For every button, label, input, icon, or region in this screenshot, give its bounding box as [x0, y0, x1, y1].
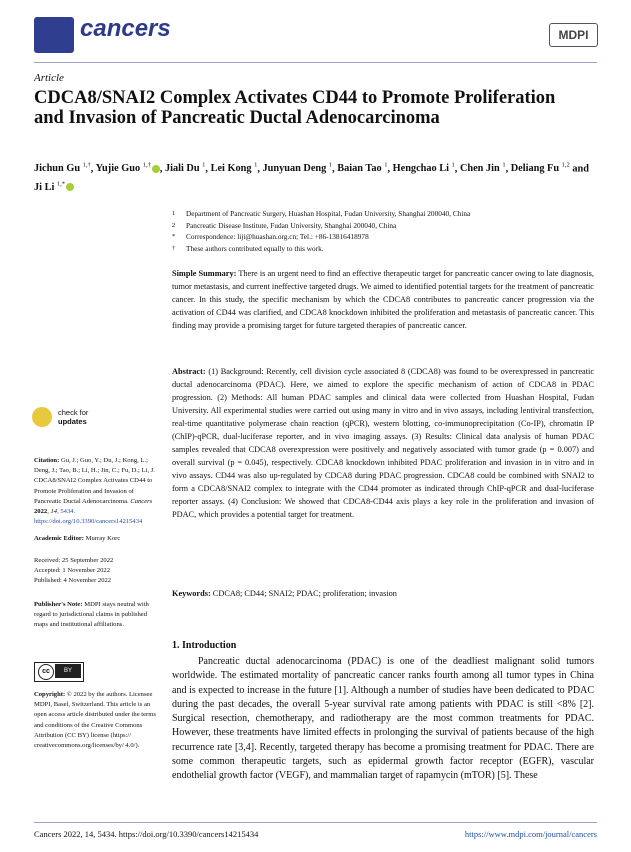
academic-editor: Academic Editor: Murray Korc: [34, 535, 121, 542]
dates: [34, 556, 160, 587]
affiliation-1: 1 Department of Pancreatic Surgery, Huashan Hospital, Fudan University, Shanghai 200040, China: [172, 209, 471, 218]
author-list: Jichun Gu $^{1,\dagger}$, Yujie Guo $^{1,\dagger}$ , Jiali Du $^1$, Lei Kong $^1$, Junyuan Deng $^1$, Baian Tao $^1$, Hengchao Li $^1$, Chen Jin $^1$, Deliang Fu $^{1,2}$ and Ji Li $^{1,*}$: [34, 162, 589, 193]
journal-name: cancers: [80, 15, 171, 42]
author-name: Hengchao Li $^1$: [392, 162, 455, 175]
author-name: Yujie Guo $^{1,\dagger}$: [96, 163, 160, 174]
author-name: Deliang Fu $^{1,2}$: [510, 162, 570, 175]
check-for-updates-button[interactable]: check for updates: [32, 407, 88, 427]
keywords: Keywords: CDCA8; CD44; SNAI2; PDAC; proliferation; invasion: [172, 589, 397, 598]
correspondence: * Correspondence: liji@huashan.org.cn; Tel.: +86-13816418978: [172, 232, 369, 241]
orcid-icon[interactable]: [66, 183, 74, 191]
footer-citation: Cancers 2022, 14, 5434. https://doi.org/10.3390/cancers14215434: [34, 829, 259, 839]
author-name: Ji Li $^{1,*}$: [34, 182, 74, 193]
check-updates-icon: [32, 407, 52, 427]
affiliations: [172, 208, 592, 254]
received-date: Received: 25 September 2022: [34, 557, 114, 564]
creative-commons-icon: cc: [38, 664, 54, 680]
author-name: Jiali Du $^1$: [164, 162, 206, 175]
journal-url-link[interactable]: https://www.mdpi.com/journal/cancers: [464, 829, 597, 839]
journal-logo-icon: [34, 17, 74, 53]
publisher-logo: MDPI: [549, 23, 598, 47]
citation-doi-link[interactable]: , 5434. https://doi.org/10.3390/cancers14215434: [34, 508, 143, 526]
simple-summary: Simple Summary: There is an urgent need to find an effective therapeutic target for pancreatic cancer owing to late diagnosis, tumor metastasis, and current ineffective targeted drugs. We aimed to identified potential targets for the treatment of pancreatic cancer. In this study, the specific mechanism by which the CDCA8 contributes to pancreatic cancer progression via the activation of CD44 was clarified, and CDCA8 knockdown inhibited the proliferation and metastasis of pancreatic cancer. This finding may provide a promising target for future targeted therapies of pancreatic cancer.: [172, 269, 594, 330]
author-name: Lei Kong $^1$: [210, 162, 258, 175]
paper-title: CDCA8/SNAI2 Complex Activates CD44 to Promote Proliferation and Invasion of Pancreatic Ductal Adenocarcinoma: [34, 88, 556, 128]
cc-by-license-badge[interactable]: [34, 662, 84, 682]
published-date: Published: 4 November 2022: [34, 577, 112, 585]
introduction-text: Pancreatic ductal adenocarcinoma (PDAC) is one of the deadliest malignant solid tumors worldwide. The estimated mortality of pancreatic cancer ranks fourth among all tumor types in China and is expected to increase in the future [1]. Although a number of studies have been dedicated to PDAC during the past decades, the overall 5-year survival rate among patients with PDAC is still <8% [2]. Surgical resection, chemotherapy, and radiotherapy are the most common treatments for PDAC. However, these treatments have limited effects in prolonging the survival of patients because of the high recurrence rate [3,4]. Recently, targeted therapy has become a promising treatment for PDAC. There are some common therapeutic targets, such as epidermal growth factor receptor (EGFR), vascular endothelial growth factor (VEGF), and mammalian target of rapamycin (mTOR) [5]. These: [172, 656, 594, 782]
publisher-note: Publisher's Note: MDPI stays neutral with regard to jurisdictional claims in published maps and institutional affiliations.: [34, 601, 149, 629]
attribution-icon: BY: [55, 664, 81, 678]
article-type: Article: [34, 72, 64, 84]
abstract: Abstract: (1) Background: Recently, cell division cycle associated 8 (CDCA8) was found to be overexpressed in pancreatic ductal adenocarcinoma (PDAC). Here, we aimed to explore the specific mechanism of action of CDCA8 in PDAC progression. (2) Methods: All human PDAC samples and clinical data were collected from Huashan Hospital, Fudan University. All experimental studies were carried out using many in vitro and in vivo assays, including lentiviral transfection, real-time quantitative polymerase chain reaction (qPCR), western blotting, co-immunoprecipitation (Co-IP), chromatin IP (ChIP)-qPCR, dual-luciferase reporter, and in vivo imaging assays. (3) Results: Clinical data analysis of human PDAC samples revealed that CDCA8 overexpression were positively and negatively associated with tumor grade (p = 0.007) and overall survival (p = 0.045), respectively. CDCA8 knockdown inhibited PDAC proliferation and invasion in in vitro and in vivo assays. CD44 was also up-regulated by CDCA8 during PDAC progression. CDCA8 could be combined with SNAI2 to form a CDCA8/SNAI2 complex to integrate with the CD44 promoter as indicated through ChIP-qPCR and dual-luciferase reporter assays. (4) Conclusion: We showed that CDCA8-CD44 axis plays a key role in the proliferation and invasion of PDAC, which provides a potential target for treatment.: [172, 367, 595, 519]
section-heading-introduction: 1. Introduction: [172, 640, 237, 651]
author-name: Junyuan Deng $^1$: [262, 162, 333, 175]
accepted-date: Accepted: 1 November 2022: [34, 567, 110, 575]
affiliation-2: 2 Pancreatic Disease Institute, Fudan University, Shanghai 200040, China: [172, 220, 397, 230]
equal-contribution-note: † These authors contributed equally to this work.: [172, 243, 324, 253]
copyright: Copyright: © 2022 by the authors. Licensee MDPI, Basel, Switzerland. This article is an open access article distributed under the terms and conditions of the Creative Commons Attribution (CC BY) license (https:// creativecommons.org/licenses/by/ 4.0/).: [34, 691, 156, 750]
author-name: Jichun Gu $^{1,\dagger}$: [34, 162, 91, 175]
citation: Citation: Gu, J.; Guo, Y.; Du, J.; Kong, L.; Deng, J.; Tao, B.; Li, H.; Jin, C.; Fu, D.; Li, J. CDCA8/SNAI2 Complex Activates CD44 to Promote Proliferation and Invasion of Pancreatic Ductal Adenocarcinoma. Cancers 2022, 14, 5434. https://doi.org/10.3390/cancers14215434: [34, 457, 155, 526]
author-name: Chen Jin $^1$: [459, 162, 506, 175]
orcid-icon[interactable]: [152, 165, 160, 173]
header-divider: [34, 62, 597, 63]
footer-divider: [34, 822, 597, 823]
author-name: Baian Tao $^1$: [337, 162, 388, 175]
